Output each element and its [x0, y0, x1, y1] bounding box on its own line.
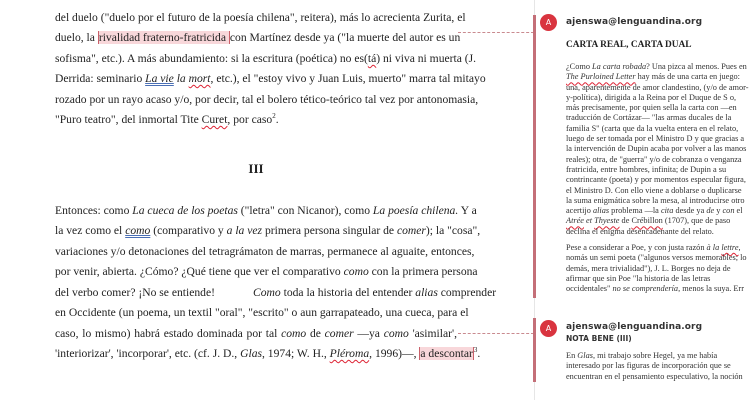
text: caso, lo mismo) habrá estado dominada por tal	[55, 327, 282, 340]
commented-text-highlight[interactable]: a descontar	[420, 347, 473, 360]
italic-text: como	[343, 265, 369, 278]
text: de	[619, 216, 632, 226]
text: el Ministro D. Con ello viene a doblarse o duplicarse	[566, 185, 742, 195]
italic-text: Glas	[577, 351, 593, 360]
text: ¿Como	[566, 62, 593, 71]
text: la	[173, 72, 189, 85]
text: la intervención de Dupin acaba por volver a las manos	[566, 144, 747, 154]
text: ); la "cosa",	[425, 224, 481, 237]
paragraph-line	[55, 93, 479, 107]
italic-text: cita	[660, 206, 674, 216]
italic-text: como	[281, 327, 307, 340]
italic-text: à la	[706, 243, 722, 253]
comment-bar	[533, 318, 536, 382]
text: desde ya	[673, 206, 707, 216]
text: el	[734, 206, 743, 216]
footnote-ref[interactable]: 2	[272, 112, 276, 121]
italic-text: Como	[253, 286, 281, 299]
italic-text: La poesía chilena.	[372, 204, 459, 217]
text: ) ni viva ni muerta (J.	[376, 52, 477, 65]
paragraph-line	[55, 327, 457, 341]
paragraph-line	[55, 72, 486, 86]
text: en Occidente (un poema, un textil "oral", "escrito" o aun garrapateado, una cueca, para el	[55, 306, 469, 319]
text: , menos la suya. Err	[678, 284, 744, 294]
text: Derrida: seminario	[55, 72, 146, 85]
grammar-flag[interactable]: La vie	[145, 72, 174, 85]
text: de	[306, 327, 325, 340]
paragraph-line	[55, 204, 477, 218]
comment-anchor-line	[458, 32, 534, 33]
text: nomás un semi poeta ("algunos versos memorables; lo	[566, 253, 747, 263]
spelling-flag[interactable]: tá	[367, 52, 377, 65]
text: acertijo	[566, 206, 593, 216]
text: .	[275, 113, 279, 126]
text: reales); otra, de "guerra" y/o de cobranza o venganza	[566, 154, 742, 164]
comment-title: CARTA REAL, CARTA DUAL	[566, 40, 692, 50]
commented-text-highlight[interactable]: rivalidad fraterno-fratricida	[98, 31, 229, 44]
text: (1707), que de paso	[662, 216, 731, 226]
text: traducción de Cortázar— "las armas ducales de la	[566, 113, 732, 123]
italic-text: Glas	[240, 347, 262, 360]
text: , 1996)—,	[369, 347, 420, 360]
comment-body	[566, 62, 749, 295]
italic-text: con	[722, 206, 735, 216]
text: primera persona singular de	[262, 224, 397, 237]
text: Pese a considerar a Poe, y con justa razón	[566, 243, 707, 253]
text: interesado por las figuras de incorporación que se	[566, 361, 731, 371]
footnote-ref[interactable]: 3	[473, 346, 478, 355]
comment-anchor-line	[458, 333, 534, 334]
spelling-flag[interactable]: Crébillon	[631, 216, 663, 226]
text: 'asimilar',	[408, 327, 457, 340]
text: del verbo comer? ¡No se entiende!	[55, 286, 215, 299]
text: y	[714, 206, 723, 216]
text: problema —la	[609, 206, 661, 216]
italic-text: como	[383, 327, 409, 340]
paragraph-line	[55, 11, 466, 25]
comment-title: NOTA BENE (III)	[566, 334, 632, 343]
italic-text: La carta robada	[592, 62, 647, 71]
paragraph-line	[55, 224, 481, 238]
avatar[interactable]: A	[540, 14, 557, 31]
text: ,	[738, 243, 741, 253]
text: sofisma", etc.). A más abundamiento: si la escritura (poética) no es(	[55, 52, 368, 65]
text: Entonces: como	[55, 204, 133, 217]
text: encuentran en el pensamiento especulativo, la noción	[566, 371, 743, 381]
text: la vez como el	[55, 224, 126, 237]
italic-text: a la vez	[226, 224, 263, 237]
text: (comparativo y	[150, 224, 227, 237]
spelling-flag[interactable]: The Purloined Letter	[566, 72, 636, 82]
text: más precisamente, por quien sella la carta con —en	[566, 103, 737, 113]
paragraph-line	[55, 306, 469, 320]
text: variaciones y/o detonaciones del tetragrámaton de marras, permanece al aguaite, entonces,	[55, 245, 475, 258]
text: la suma enigmática sobre la mesa, al introducirse otro	[566, 195, 745, 205]
text: fratricida, entre hombres, infinita; de Dupin a su	[566, 164, 727, 174]
italic-text: comer	[396, 224, 426, 237]
section-heading: III	[248, 161, 264, 176]
text: ? Una pizca al menos. Pues en	[646, 62, 747, 71]
text: con la primera persona	[368, 265, 478, 278]
text: contrincante (poeta) y por momentos especular figura,	[566, 175, 746, 185]
text: hay más de una carta en juego:	[635, 72, 740, 82]
paragraph-line	[55, 346, 481, 361]
paragraph-line	[55, 265, 478, 279]
spelling-flag[interactable]: mort	[188, 72, 211, 85]
paragraph-line	[55, 286, 497, 300]
comment-body	[566, 351, 746, 382]
italic-text: de	[706, 206, 715, 216]
text: toda la historia del entender	[280, 286, 416, 299]
text: ("letra" con Nicanor), como	[237, 204, 373, 217]
paragraph-line	[55, 113, 457, 127]
text: , 1974; W. H.,	[262, 347, 330, 360]
paragraph-line	[55, 31, 461, 45]
spelling-flag[interactable]: Curet	[201, 113, 228, 126]
spelling-flag[interactable]: lettre	[721, 243, 739, 253]
text: declina el enigma desencadenante del relato.	[566, 226, 714, 236]
text: del duelo ("duelo por el futuro de la poesía chilena", reitera), más lo acrecienta Zurita, el	[55, 11, 466, 24]
spelling-flag[interactable]: Atrée	[566, 216, 584, 226]
text: .	[477, 347, 481, 360]
text: , por caso	[227, 113, 273, 126]
text: "Puro teatro", del inmortal Tite	[55, 113, 202, 126]
italic-text: comer	[324, 327, 354, 340]
paragraph-line	[55, 245, 475, 259]
text: una, aparentemente de amor clandestino, (y/o de amor-	[566, 82, 749, 92]
text: , etc.), el "estoy vivo y Juan Luis, muerto" marra tal mitayo	[210, 72, 486, 85]
text: afirmar que sin Poe "la historia de las letras	[566, 273, 711, 283]
comment-author: ajenswa@lenguandina.org	[566, 17, 703, 27]
text: familia S" (carta que da la vuelta entera en el relato,	[566, 123, 739, 133]
text: —ya	[353, 327, 384, 340]
grammar-flag[interactable]: como	[125, 224, 151, 237]
text: , mi trabajo sobre Hegel, ya me había	[592, 351, 718, 360]
text: demás, mera trivialidad"), J. L. Borges no deja de	[566, 263, 731, 273]
text: luego de ser tomada por el Ministro D y que gracias a	[566, 134, 745, 144]
italic-text: alias	[592, 206, 610, 216]
avatar[interactable]: A	[540, 320, 557, 337]
italic-text: La cueca de los poetas	[132, 204, 238, 217]
text: 'interiorizar', 'incorporar', etc. (cf. J. D.,	[55, 347, 241, 360]
spelling-flag[interactable]: Thyeste	[594, 216, 620, 226]
spelling-flag[interactable]: Pléroma	[329, 347, 370, 360]
text: con Martínez desde ya ("la muerte del autor es un	[229, 31, 461, 44]
paragraph-line	[55, 52, 477, 66]
text: rozado por un rayo acaso y/o, por decir, tal el bolero tético-teórico tal vez por antonomasia,	[55, 93, 479, 106]
italic-text: et	[583, 216, 595, 226]
text: comprender	[437, 286, 497, 299]
comment-author: ajenswa@lenguandina.org	[566, 322, 703, 332]
text: duelo, la	[55, 31, 98, 44]
text: y-política), dirigida a la Reina por el Duque de S o,	[566, 92, 737, 102]
italic-text: alias	[415, 286, 438, 299]
comment-bar	[533, 15, 536, 298]
text: Y a	[458, 204, 477, 217]
italic-text: no se comprendería	[612, 284, 679, 294]
text: En	[566, 351, 578, 360]
text: occidentales"	[566, 284, 613, 294]
text: por venir, abierta. ¿Cómo? ¿Qué tiene que ver el comparativo	[55, 265, 344, 278]
